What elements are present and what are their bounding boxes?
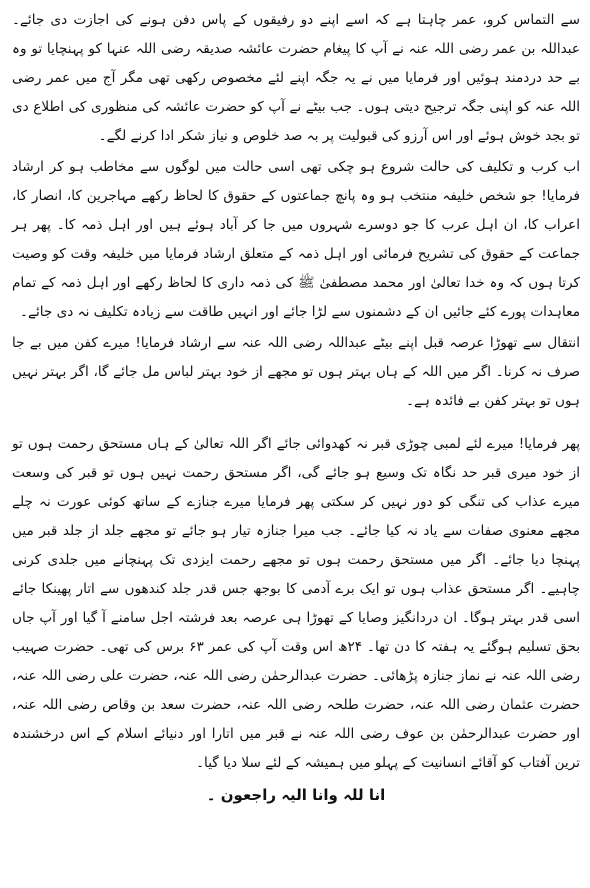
closing-phrase: انا للہ وانا الیہ راجعون ۔ xyxy=(206,786,386,804)
paragraph-grave-and-funeral: پھر فرمایا! میرے لئے لمبی چوڑی قبر نہ کھدوائی جائے اگر اللہ تعالیٰ کے ہاں مستحق رحمت ہوں تو از خود میری قبر حد نگاہ تک وسیع ہو جائے گی، اگر مستحق رحمت نہیں ہوں تو قبر کی وسعت میرے عذاب کی تنگی کو دور نہیں کر سکتی پھر فرمایا میرے جنازے کے ساتھ کوئی عورت نہ چلے مجھے معنوی صفات سے یاد نہ کیا جائے۔ جب میرا جنازہ تیار ہو جائے تو مجھے جلد از جلد قبر میں پہنچا دیا جائے۔ اگر میں مستحق رحمت ہوں تو مجھے رحمت ایزدی تک پہنچانے میں جلدی کرنی چاہیے۔ اگر مستحق عذاب ہوں تو ایک برے آدمی کا بوجھ جس قدر جلد کندھوں سے اتار پھینکا جائے اسی قدر بہتر ہوگا۔ ان دردانگیز وصایا کے تھوڑا ہی عرصہ بعد فرشتہ اجل سامنے آ گیا اور آپ جاں بحق تسلیم ہوگئے یہ ہفتہ کا دن تھا۔ ۲۴ھ اس وقت آپ کی عمر ۶۳ برس کی تھی۔ حضرت صہیب رضی اللہ عنہ نے نماز جنازہ پڑھائی۔ حضرت عبدالرحمٰن رضی اللہ عنہ، حضرت علی رضی اللہ عنہ، حضرت عثمان رضی اللہ عنہ، حضرت طلحہ رضی اللہ عنہ، حضرت سعد بن وقاص رضی اللہ عنہ، اور حضرت عبدالرحمٰن بن عوف رضی اللہ عنہ نے قبر میں اتارا اور دنیائے اسلام کے اس درخشندہ ترین آفتاب کو آقائے انسانیت کے پہلو میں ہمیشہ کے لئے سلا دیا گیا۔ xyxy=(12,436,581,771)
paragraph-caliph-instructions: اب کرب و تکلیف کی حالت شروع ہو چکی تھی اسی حالت میں لوگوں سے مخاطب ہو کر ارشاد فرمایا! جو شخص خلیفہ منتخب ہو وہ پانچ جماعتوں کے حقوق کا لحاظ رکھے مہاجرین کا، انصار کا، اعراب کا، ان اہل عرب کا جو دوسرے شہروں میں جا کر آباد ہوئے ہیں اور اہل ذمہ کا۔ پھر ہر جماعت کے حقوق کی تشریح فرمائی اور اہل ذمہ کے متعلق ارشاد فرمایا میں خلیفہ وقت کو وصیت کرتا ہوں کہ وہ خدا تعالیٰ اور محمد مصطفیٰ ﷺ کی ذمہ داری کا لحاظ رکھے اور اہل ذمہ کے تمام معاہدات پورے کئے جائیں ان کے دشمنوں سے لڑا جائے اور انہیں طاقت سے زیادہ تکلیف نہ دی جائے۔ xyxy=(12,159,580,320)
paragraph-kafan-instructions: انتقال سے تھوڑا عرصہ قبل اپنے بیٹے عبداللہ رضی اللہ عنہ سے ارشاد فرمایا! میرے کفن میں بے جا صرف نہ کرنا۔ اگر میں اللہ کے ہاں بہتر ہوں تو مجھے از خود بہتر لباس مل جائے گا، اگر بہتر نہیں ہوں تو بہتر کفن بے فائدہ ہے۔ xyxy=(12,335,580,409)
paragraph-burial-request: سے التماس کرو، عمر چاہتا ہے کہ اسے اپنے دو رفیقوں کے پاس دفن ہونے کی اجازت دی جائے۔ عبداللہ بن عمر رضی اللہ عنہ نے آپ کا پیغام حضرت عائشہ صدیقہ رضی اللہ عنہا کو پہنچایا تو وہ بے حد دردمند ہوئیں اور فرمایا میں نے یہ جگہ اپنے لئے مخصوص رکھی تھی مگر آج میں عمر رضی اللہ عنہ کو اپنی جگہ ترجیح دیتی ہوں۔ جب بیٹے نے آپ کو حضرت عائشہ کی منظوری کی اطلاع دی تو بجد خوش ہوئے اور اس آرزو کی قبولیت پر بہ صد خلوص و نیاز شکر ادا کرنے لگے۔ xyxy=(12,12,580,144)
